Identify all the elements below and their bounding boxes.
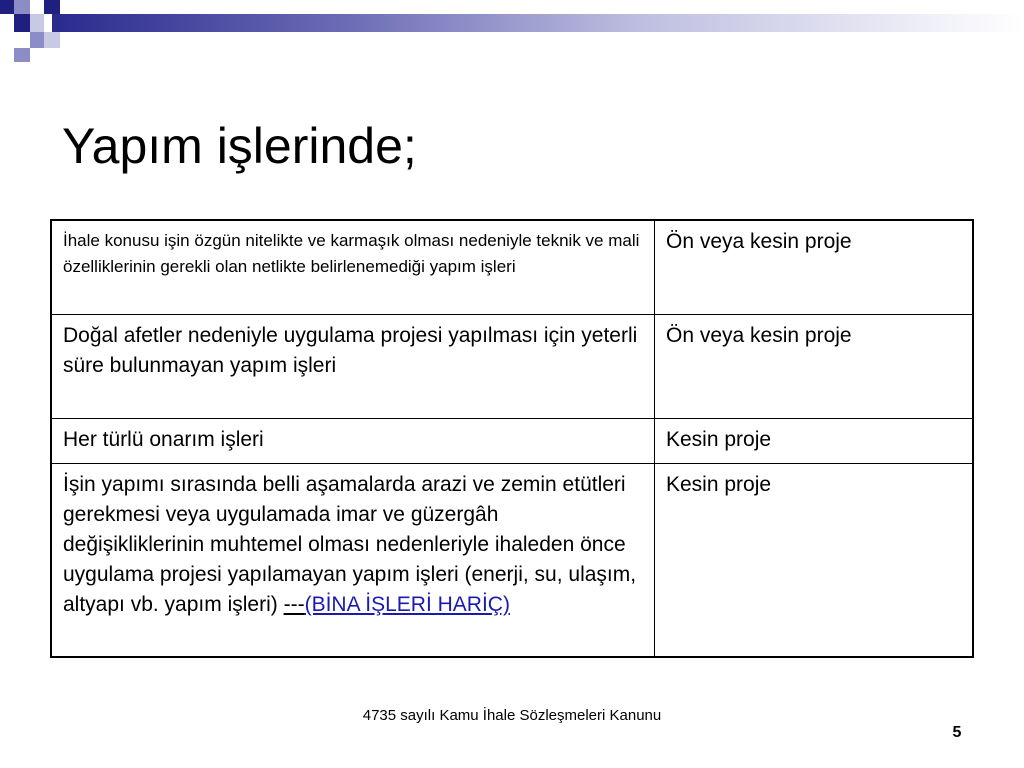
table-cell-project: Kesin proje	[655, 464, 974, 658]
table-row	[51, 220, 973, 315]
table-row	[51, 315, 973, 419]
table-cell-description	[51, 464, 655, 658]
slide-title: Yapım işlerinde;	[62, 118, 417, 174]
header-gradient-band	[52, 14, 1024, 32]
header-square-decoration	[44, 32, 60, 48]
header-square-decoration	[30, 14, 44, 32]
header-square-decoration	[0, 0, 14, 14]
description-text: İşin yapımı sırasında belli aşamalarda arazi ve zemin etütleri gerekmesi veya uygulamada imar ve güzergâh değişikliklerinin muhtemel olması nedenleriyle ihaleden önce uygulama projesi yapılamayan yapım işleri (enerji, su, ulaşım, altyapı vb. yapım işleri)	[63, 473, 637, 616]
header-square-decoration	[30, 32, 44, 48]
header-square-decoration	[14, 0, 30, 14]
header-square-decoration	[14, 48, 30, 62]
table-cell-project: Kesin proje	[655, 419, 974, 464]
table-row	[51, 419, 973, 464]
footer-law-reference: 4735 sayılı Kamu İhale Sözleşmeleri Kanunu	[362, 707, 662, 724]
table-cell-project: Ön veya kesin proje	[655, 315, 974, 419]
table-cell-description: Doğal afetler nedeniyle uygulama projesi yapılması için yeterli süre bulunmayan yapım işleri	[51, 315, 655, 419]
header-square-decoration	[44, 0, 60, 14]
project-requirements-table	[50, 219, 974, 658]
dash-separator: ---	[283, 593, 305, 616]
table-cell-project: Ön veya kesin proje	[655, 220, 974, 315]
table-row	[51, 464, 973, 658]
page-number: 5	[952, 724, 962, 741]
table-cell-description: İhale konusu işin özgün nitelikte ve karmaşık olması nedeniyle teknik ve mali özelliklerinin gerekli olan netlikte belirlenemediği yapım işleri	[51, 220, 655, 315]
building-works-exception-link[interactable]: (BİNA İŞLERİ HARİÇ)	[304, 593, 510, 616]
table-cell-description: Her türlü onarım işleri	[51, 419, 655, 464]
header-square-decoration	[14, 14, 30, 32]
